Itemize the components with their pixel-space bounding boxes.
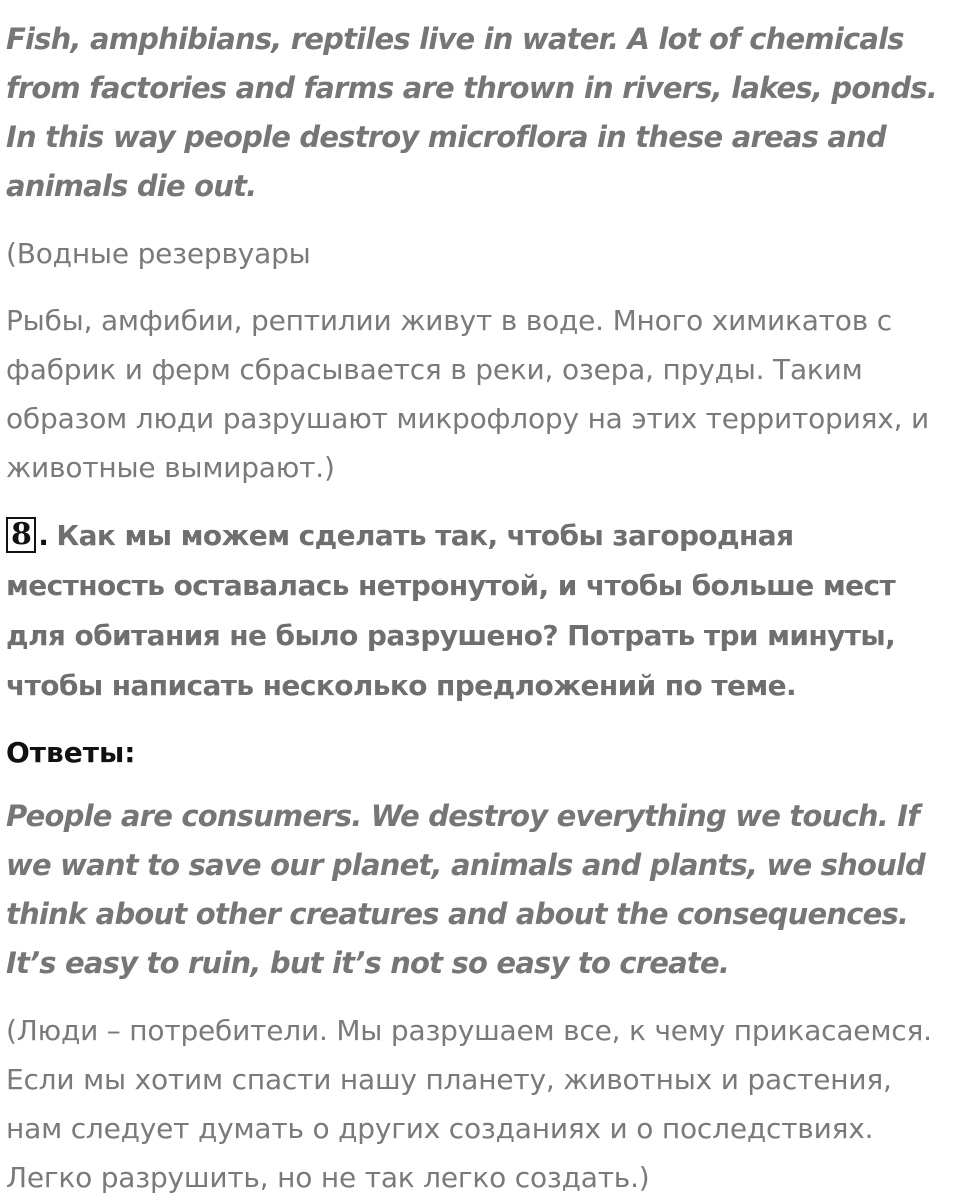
question-number-box: 8 <box>6 517 36 553</box>
question-8 <box>6 511 954 711</box>
answer-english: People are consumers. We destroy everything we touch. If we want to save our planet, animals and plants, we should think about other creatures and about the consequences. It’s easy to ruin, but it’s not so easy to create. <box>6 799 926 980</box>
water-paragraph-russian: Рыбы, амфибии, рептилии живут в воде. Много химикатов с фабрик и ферм сбрасывается в реки, озера, пруды. Таким образом люди разрушают микрофлору на этих территориях, и животные вымирают.) <box>6 304 929 484</box>
question-text: Как мы можем сделать так, чтобы загородная местность оставалась нетронутой, и чтобы больше мест для обитания не было разрушено? Потрать три минуты, чтобы написать несколько предложений по теме. <box>6 519 896 702</box>
water-paragraph-english: Fish, amphibians, reptiles live in water. A lot of chemicals from factories and farms are thrown in rivers, lakes, ponds. In this way people destroy microflora in these areas and animals die out. <box>6 22 937 203</box>
water-heading-russian: (Водные резервуары <box>6 237 311 270</box>
answer-russian: (Люди – потребители. Мы разрушаем все, к чему прикасаемся. Если мы хотим спасти нашу планету, животных и растения, нам следует думать о других созданиях и о последствиях. Легко разрушить, но не так легко создать.) <box>6 1014 932 1194</box>
question-number-dot: . <box>38 519 49 552</box>
answers-label: Ответы: <box>6 736 136 769</box>
